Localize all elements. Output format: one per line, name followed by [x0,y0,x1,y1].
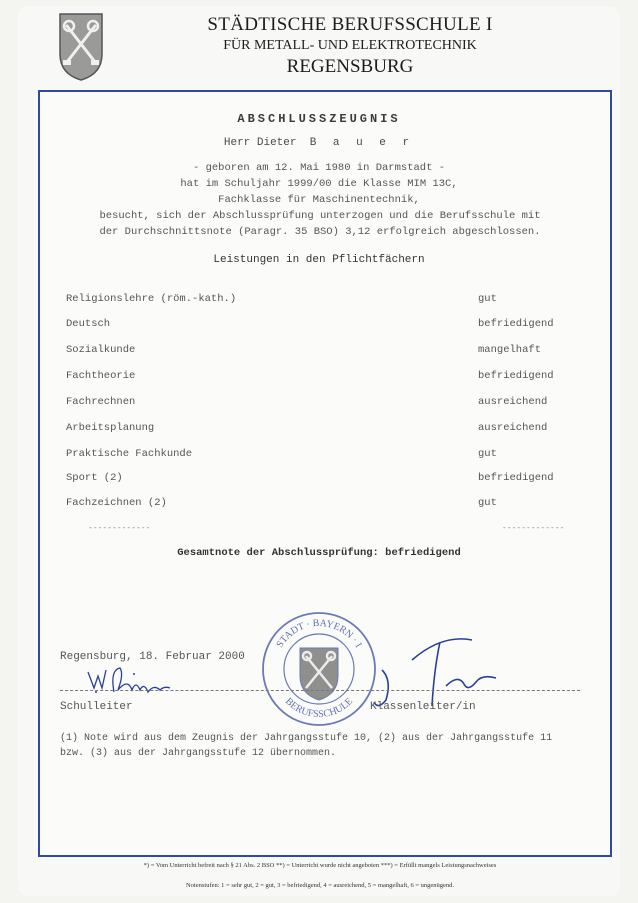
subject-name: Religionslehre (röm.-kath.) [66,293,237,305]
subject-grade: gut [478,497,497,509]
subject-name: Fachtheorie [66,370,136,382]
subject-row [66,370,576,386]
school-city: REGENSBURG [286,56,414,77]
exam-line-1: besucht, sich der Abschlussprüfung unterzogen und die Berufsschule mit [99,210,541,222]
subject-grade: ausreichend [478,422,548,434]
subject-grade: befriedigend [478,318,554,330]
school-name-line1: STÄDTISCHE BERUFSSCHULE I [207,14,493,35]
birth-line: - geboren am 12. Mai 1980 in Darmstadt - [192,162,446,174]
dash-separator-left: ------------- [88,524,151,533]
stamp-crest-icon [300,648,338,700]
subject-row [66,422,576,438]
surname: B a u e r [309,137,415,149]
signature-line [60,690,580,691]
subject-row [66,293,576,309]
subject-grade: befriedigend [478,370,554,382]
legend-line-2: Notenstufen: 1 = sehr gut, 2 = gut, 3 = befriedigend, 4 = ausreichend, 5 = mangelhaft, 6 = ungenügend. [185,882,455,889]
subject-name: Praktische Fachkunde [66,448,193,460]
class-teacher-label: Klassenleiter/in [370,701,476,713]
subject-row [66,448,576,464]
subject-name: Sozialkunde [66,344,136,356]
school-name-line2: FÜR METALL- UND ELEKTROTECHNIK [223,38,477,53]
certificate-title: ABSCHLUSSZEUGNIS [237,112,401,126]
subject-grade: gut [478,293,497,305]
stamp-top-text: STADT · BAYERN · I [274,617,364,650]
subject-grade: ausreichend [478,396,548,408]
subject-grade: befriedigend [478,472,554,484]
subject-row [66,497,576,513]
field-line: Fachklasse für Maschinentechnik, [218,194,420,206]
principal-label: Schulleiter [60,701,133,713]
footnote-line-2: bzw. (3) aus der Jahrgangsstufe 12 übernommen. [60,748,337,759]
stamp-bottom-text: BERUFSSCHULE [282,695,356,721]
salutation: Herr Dieter [223,137,297,149]
subject-row [66,344,576,360]
school-stamp [260,610,378,728]
class-line: hat im Schuljahr 1999/00 die Klasse MIM 13C, [180,178,458,190]
footnote-line-1: (1) Note wird aus dem Zeugnis der Jahrgangsstufe 10, (2) aus der Jahrgangsstufe 11 [60,733,553,744]
class-teacher-signature [372,630,502,710]
legend-line-1: *) = Vom Unterricht befreit nach § 21 Abs. 2 BSO **) = Unterricht wurde nicht angeboten ***) = Erfüllt mangels Leistungsnachweises [143,862,497,869]
subject-name: Deutsch [66,318,111,330]
total-grade: Gesamtnote der Abschlussprüfung: befriedigend [177,547,461,559]
subject-name: Fachzeichnen (2) [66,497,167,509]
subject-name: Fachrechnen [66,396,136,408]
subject-grade: gut [478,448,497,460]
school-crest-icon [58,12,104,82]
subject-row [66,472,576,488]
exam-line-2: der Durchschnittsnote (Paragr. 35 BSO) 3,12 erfolgreich abgeschlossen. [99,226,541,238]
place-date: Regensburg, 18. Februar 2000 [60,651,245,663]
principal-signature [84,660,174,702]
subject-name: Sport (2) [66,472,123,484]
subject-grade: mangelhaft [478,344,542,356]
subject-name: Arbeitsplanung [66,422,155,434]
student-name [0,137,638,149]
dash-separator-right: ------------- [502,524,565,533]
subject-row [66,396,576,412]
subject-row [66,318,576,334]
subjects-heading: Leistungen in den Pflichtfächern [213,254,425,266]
